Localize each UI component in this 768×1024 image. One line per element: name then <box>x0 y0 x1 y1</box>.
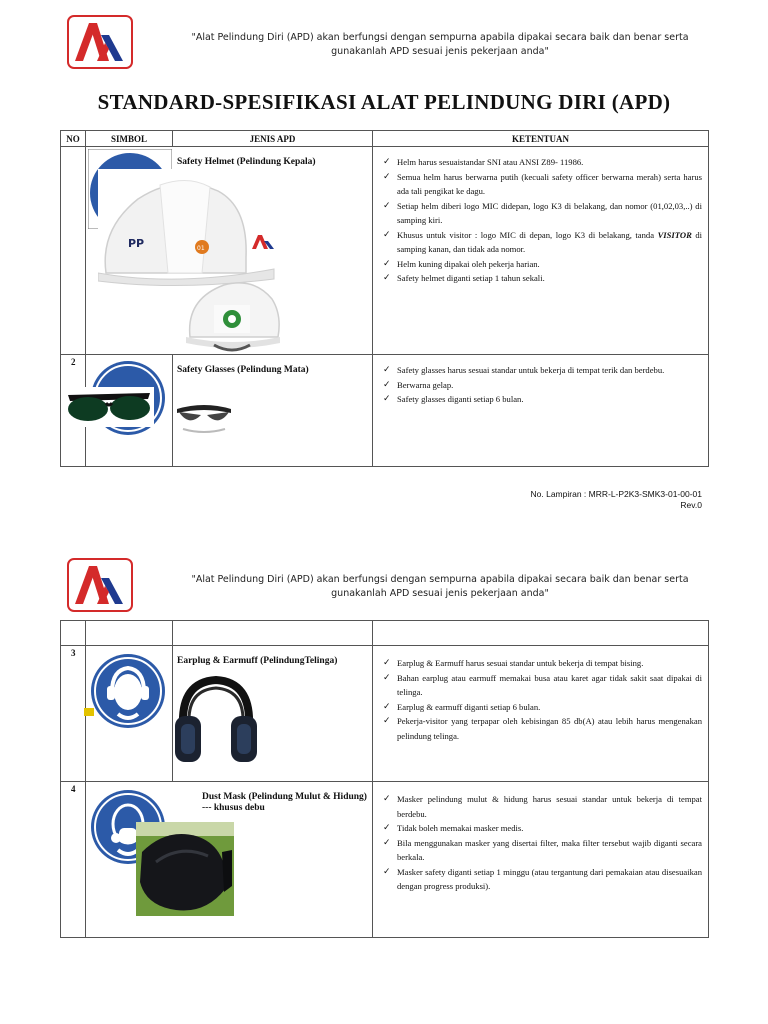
list-item: ✓ Safety helmet diganti setiap 1 tahun sekali. <box>383 271 702 286</box>
list-item: ✓ Berwarna gelap. <box>383 378 702 393</box>
apd-table-2 <box>60 620 709 938</box>
apd-quote: "Alat Pelindung Diri (APD) akan berfungsi dengan sempurna apabila dipakai secara baik dan benar serta gunakanlah APD sesuai jenis pekerjaan anda" <box>191 32 689 57</box>
list-item: ✓ Bila menggunakan masker yang disertai filter, maka filter tersebut wajib diganti secara berkala. <box>383 836 702 865</box>
apd-table-1 <box>60 130 709 467</box>
list-item: ✓ Helm harus sesuaistandar SNI atau ANSI Z89- 11986. <box>383 155 702 170</box>
ketentuan-list <box>373 646 708 743</box>
ketentuan-list <box>373 782 708 894</box>
symbol-and-type-cell <box>86 147 373 355</box>
ketentuan-list <box>373 147 708 286</box>
list-item: ✓ Safety glasses diganti setiap 6 bulan. <box>383 392 702 407</box>
row-no: 4 <box>61 782 86 938</box>
list-item: ✓ Bahan earplug atau earmuff memakai busa atau karet agar tidak sakit saat dipakai di telinga. <box>383 671 702 700</box>
row-no: 2 <box>61 355 86 467</box>
document-reference <box>531 489 702 511</box>
ketentuan-cell <box>373 646 709 782</box>
dark-glasses-image <box>64 387 154 427</box>
earmuff-image <box>173 676 259 770</box>
symbol-and-type-cell <box>86 782 373 938</box>
helmet-number-text: 01 <box>197 245 205 252</box>
type-earplug-earmuff: Earplug & Earmuff (PelindungTelinga) <box>177 656 338 666</box>
symbol-cell <box>86 646 173 782</box>
table-row <box>61 646 709 782</box>
row-no: 3 <box>61 646 86 782</box>
list-item: ✓ Earplug & Earmuff harus sesuai standar untuk bekerja di tempat bising. <box>383 656 702 671</box>
ketentuan-cell <box>373 147 709 355</box>
sport-glasses-image <box>175 399 233 437</box>
list-item: ✓ Safety glasses harus sesuai standar untuk bekerja di tempat terik dan berdebu. <box>383 363 702 378</box>
table-header-row <box>61 131 709 147</box>
table-blank-header-row <box>61 621 709 646</box>
header-simbol: SIMBOL <box>86 131 173 147</box>
list-item: ✓ Earplug & earmuff diganti setiap 6 bulan. <box>383 700 702 715</box>
row-no <box>61 147 86 355</box>
ketentuan-cell <box>373 782 709 938</box>
type-safety-helmet: Safety Helmet (Pelindung Kepala) <box>177 157 316 167</box>
type-cell <box>173 646 373 782</box>
company-logo <box>67 15 133 69</box>
document-page-2 <box>0 545 768 1024</box>
company-logo <box>67 558 133 612</box>
type-safety-glasses: Safety Glasses (Pelindung Mata) <box>177 365 309 375</box>
k3-helmet-image <box>184 275 282 355</box>
table-row <box>61 355 709 467</box>
helmet-badge-text: PP <box>128 237 145 250</box>
list-item: ✓ Masker safety diganti setiap 1 minggu (atau tergantung dari pemakaian atau disesuaikan dengan progress produksi). <box>383 865 702 894</box>
page-title: STANDARD-SPESIFIKASI ALAT PELINDUNG DIRI (APD) <box>97 90 671 114</box>
ketentuan-cell <box>373 355 709 467</box>
white-helmet-image <box>98 169 278 291</box>
visitor-word: VISITOR <box>657 229 692 240</box>
dust-mask-image <box>136 822 234 916</box>
type-dust-mask-note: --- khusus debu <box>202 803 265 813</box>
apd-quote: "Alat Pelindung Diri (APD) akan berfungsi dengan sempurna apabila dipakai secara baik dan benar serta gunakanlah APD sesuai jenis pekerjaan anda" <box>191 574 689 599</box>
ketentuan-list <box>373 355 708 407</box>
type-dust-mask: Dust Mask (Pelindung Mulut & Hidung) <box>202 792 367 802</box>
sign-marker-icon <box>84 708 94 716</box>
symbol-cell <box>86 355 173 467</box>
list-item: ✓ Helm kuning dipakai oleh pekerja harian. <box>383 257 702 272</box>
table-row <box>61 147 709 355</box>
header-no: NO <box>61 131 86 147</box>
list-item: ✓ Semua helm harus berwarna putih (kecuali safety officer berwarna merah) serta harus ada tali pengikat ke dagu. <box>383 170 702 199</box>
header-ketentuan: KETENTUAN <box>373 131 709 147</box>
lampiran-number: No. Lampiran : MRR-L-P2K3-SMK3-01-00-01 <box>530 489 702 499</box>
type-cell <box>173 355 373 467</box>
list-item: ✓ Tidak boleh memakai masker medis. <box>383 821 702 836</box>
list-item: ✓ Khusus untuk visitor : logo MIC di depan, logo K3 di belakang, tanda VISITOR di samping kanan, dan tidak ada nomor. <box>383 228 702 257</box>
list-item: ✓ Masker pelindung mulut & hidung harus sesuai standar untuk bekerja di tempat berdebu. <box>383 792 702 821</box>
list-item: ✓ Pekerja-visitor yang terpapar oleh kebisingan 85 db(A) atau lebih harus mengenakan pelindung telinga. <box>383 714 702 743</box>
revision: Rev.0 <box>680 500 702 510</box>
table-row <box>61 782 709 938</box>
list-item: ✓ Setiap helm diberi logo MIC didepan, logo K3 di belakang, dan nomor (01,02,03,..) di samping kiri. <box>383 199 702 228</box>
header-jenis: JENIS APD <box>173 131 373 147</box>
ear-protection-sign-icon <box>90 652 166 730</box>
